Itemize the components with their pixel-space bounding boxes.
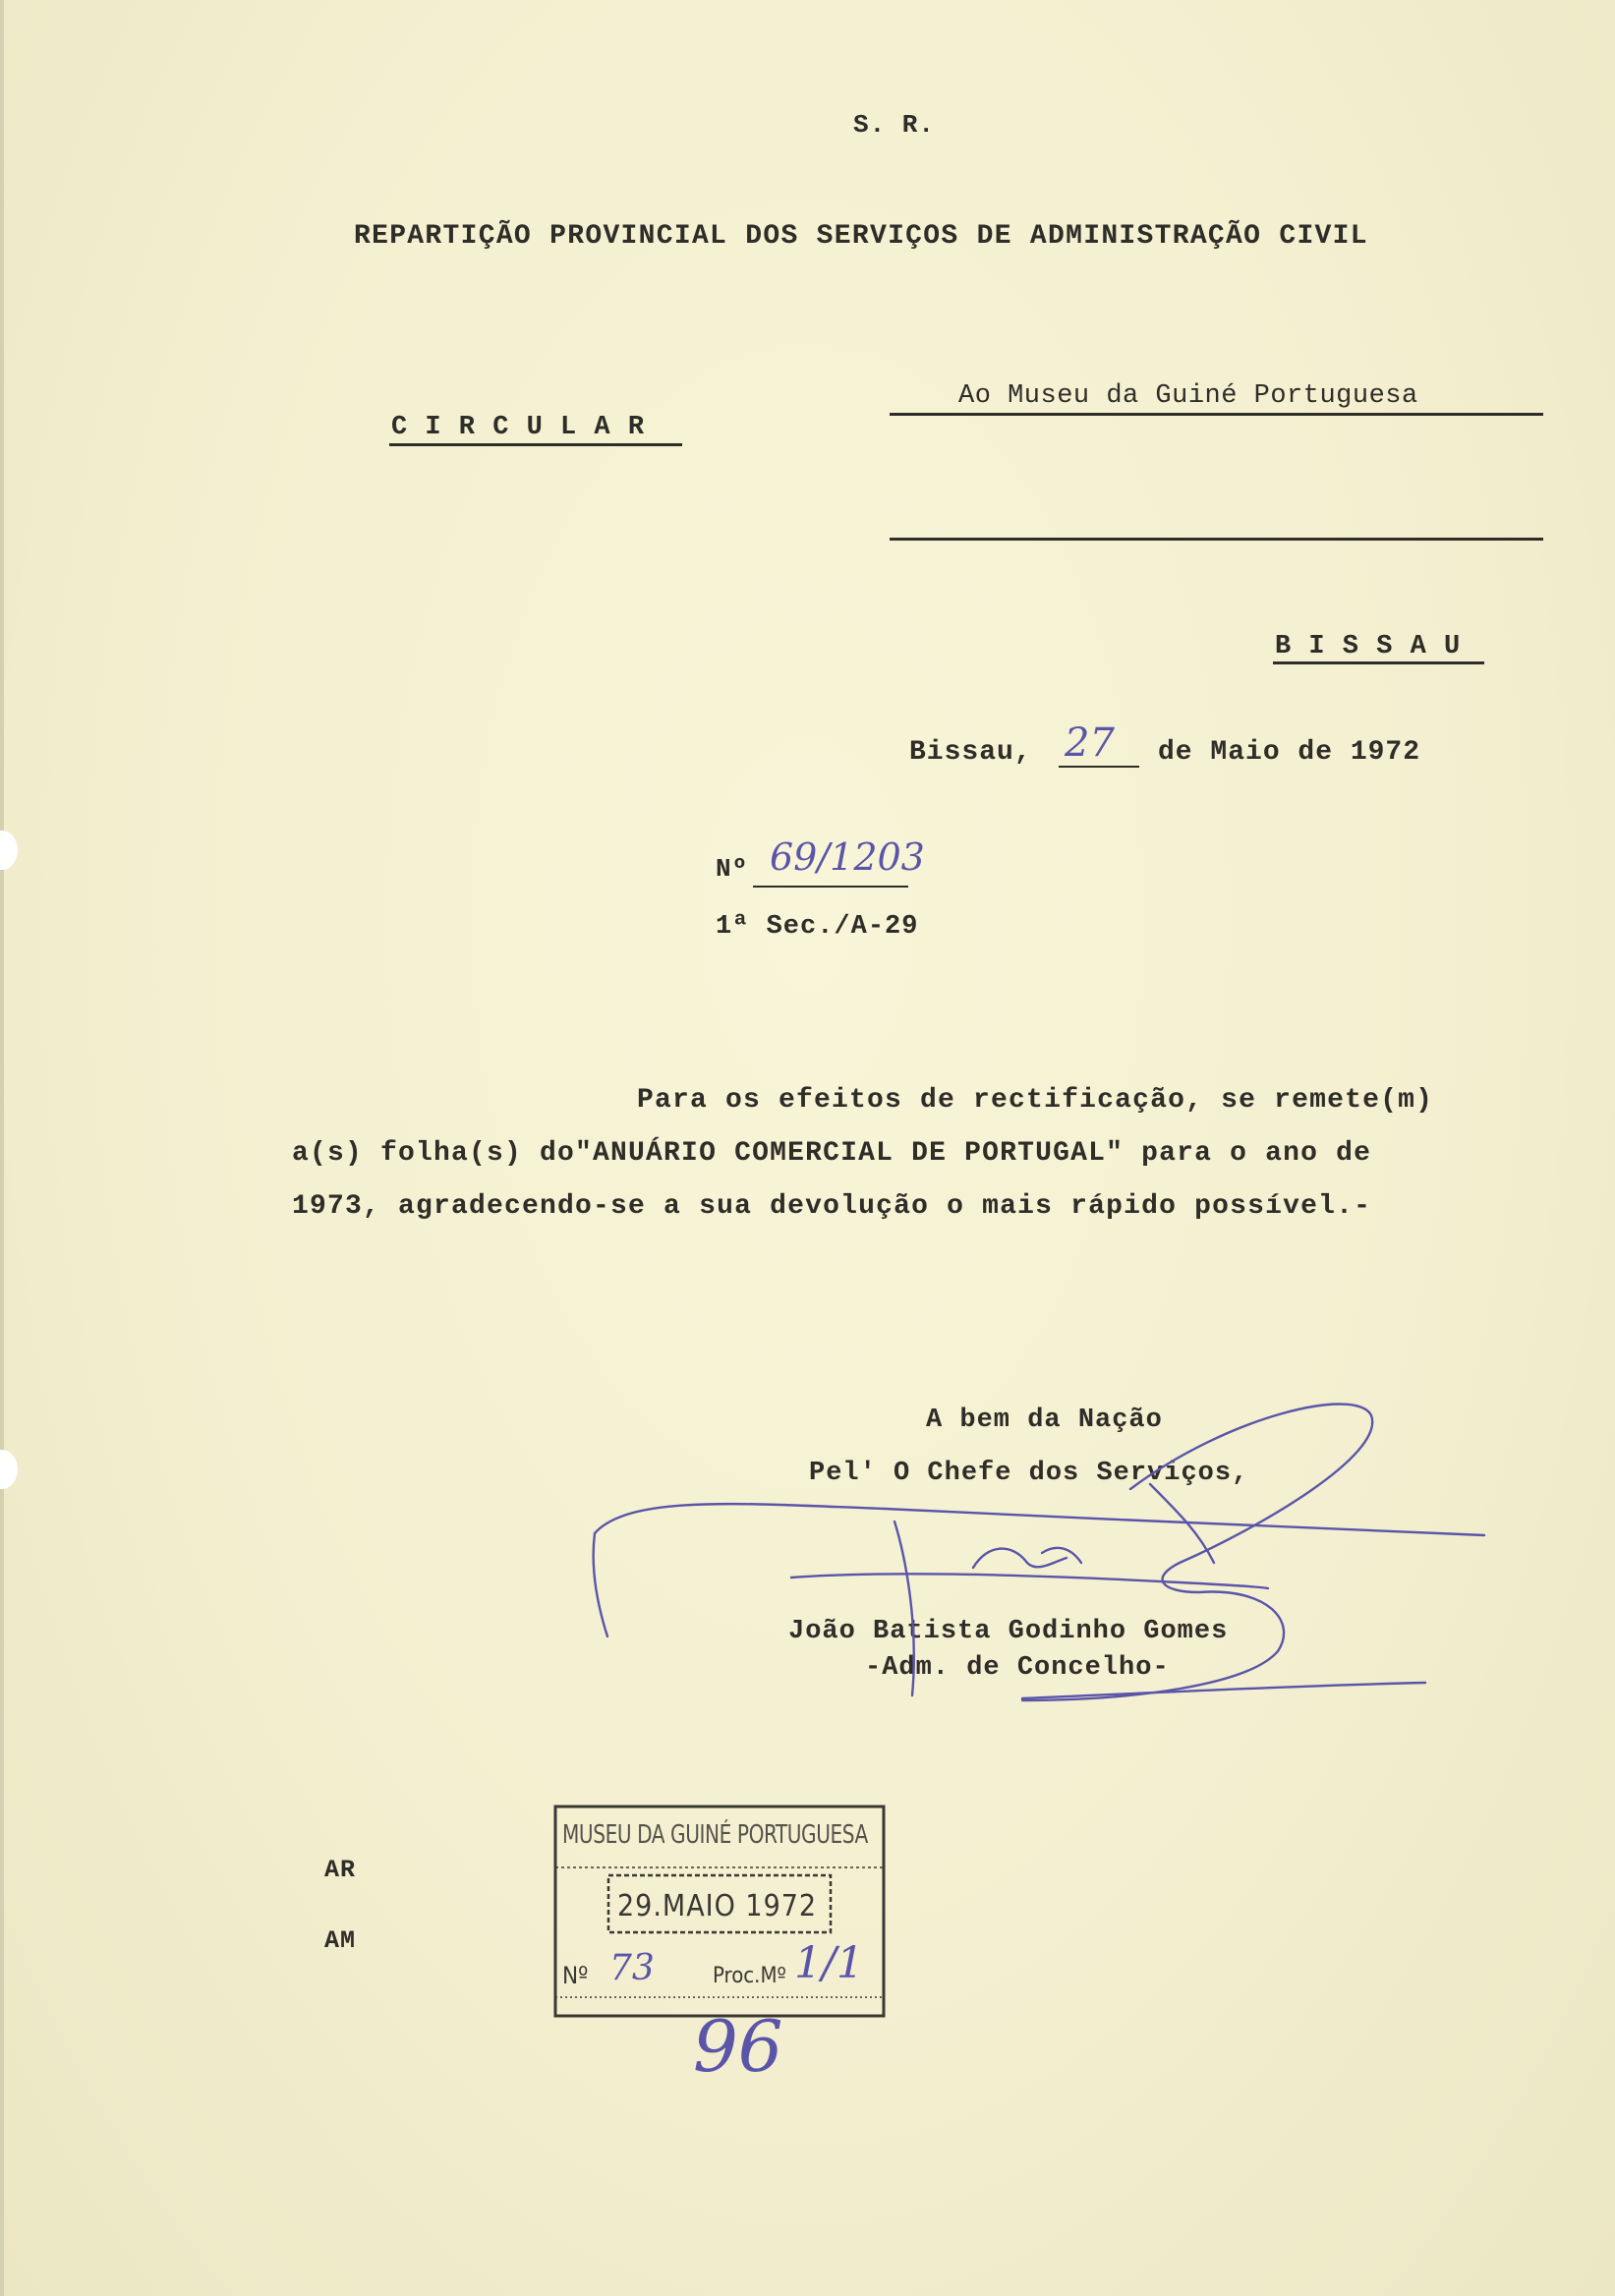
- reference-section: 1ª Sec./A-29: [716, 912, 919, 942]
- date-prefix: Bissau,: [909, 737, 1032, 768]
- recipient-line: Ao Museu da Guiné Portuguesa: [958, 381, 1418, 411]
- stamp-annotation-handwritten: 96: [693, 2005, 783, 2088]
- reference-number-handwritten: 69/1203: [770, 835, 925, 879]
- stamp-proc-handwritten: 1/1: [794, 1938, 864, 1988]
- stamp-frame: [555, 1807, 884, 2016]
- stamp-proc-label: Proc.Mº: [713, 1964, 786, 1988]
- date-day-handwritten: 27: [1065, 720, 1115, 766]
- stamp-organization: MUSEU DA GUINÉ PORTUGUESA: [562, 1820, 868, 1850]
- recipient-city: B I S S A U: [1275, 632, 1462, 661]
- closing-salutation: A bem da Nação: [926, 1406, 1163, 1435]
- signature-scribble: [594, 1405, 1484, 1700]
- header-sr: S. R.: [853, 110, 936, 140]
- office-heading: REPARTIÇÃO PROVINCIAL DOS SERVIÇOS DE ADMINISTRAÇÃO CIVIL: [354, 221, 1368, 252]
- signer-name: João Batista Godinho Gomes: [788, 1617, 1229, 1646]
- date-suffix: de Maio de 1972: [1158, 737, 1421, 768]
- body-line-2: a(s) folha(s) do"ANUÁRIO COMERCIAL DE PORTUGAL" para o ano de: [292, 1138, 1372, 1169]
- body-line-3: 1973, agradecendo-se a sua devolução o mais rápido possível.-: [292, 1191, 1372, 1222]
- signer-title: -Adm. de Concelho-: [865, 1653, 1170, 1683]
- margin-mark-am: AM: [324, 1926, 357, 1955]
- body-line-1: Para os efeitos de rectificação, se remete(m): [637, 1085, 1434, 1116]
- document-type: C I R C U L A R: [391, 413, 646, 442]
- stamp-number-handwritten: 73: [609, 1948, 655, 1988]
- closing-on-behalf: Pel' O Chefe dos Serviços,: [809, 1459, 1249, 1488]
- margin-mark-ar: AR: [324, 1856, 357, 1884]
- reference-number-label: Nº: [716, 854, 749, 884]
- stamp-date: 29.MAIO 1972: [617, 1889, 818, 1923]
- stamp-number-label: Nº: [562, 1962, 589, 1989]
